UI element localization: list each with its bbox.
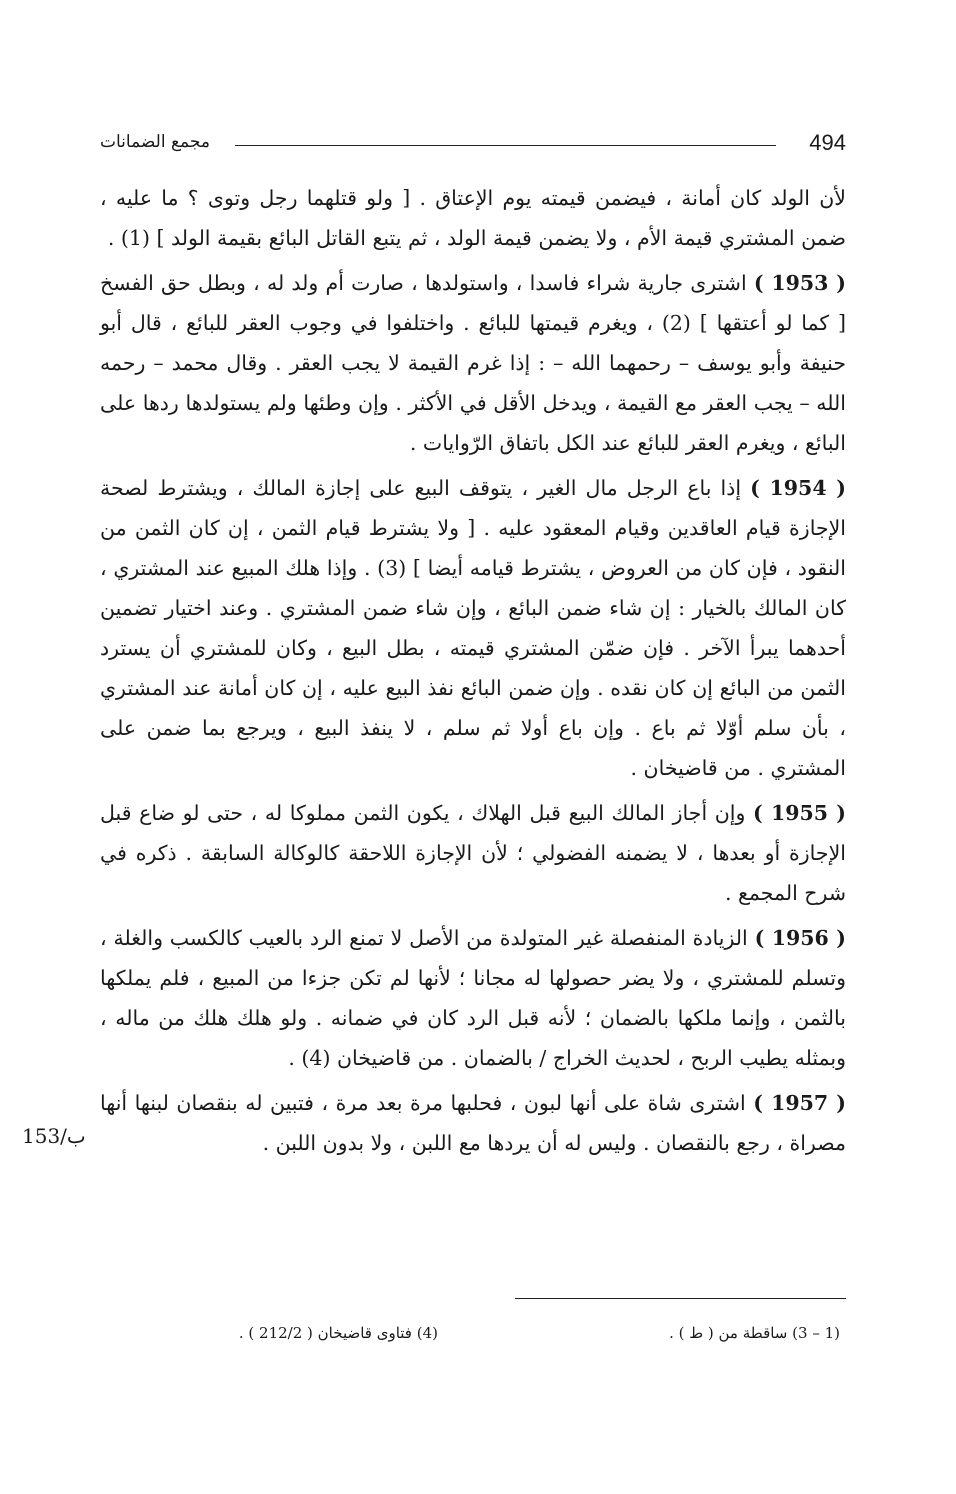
footnote: (1 – 3) ساقطة من ( ط ) .	[669, 1324, 840, 1342]
manuscript-folio-note: 153/ب	[22, 1124, 86, 1148]
paragraph-number: ( 1956 )	[754, 926, 846, 950]
paragraph-text: وإن أجاز المالك البيع قبل الهلاك ، يكون الثمن مملوكا له ، حتى لو ضاع قبل الإجازة أو بعدها ، لا يضمنه الفضولي ؛ لأن الإجازة اللاحقة كالوكالة السابقة . ذكره في شرح المجمع .	[100, 801, 846, 905]
paragraph-text: اشترى شاة على أنها لبون ، فحلبها مرة بعد مرة ، فتبين له بنقصان لبنها أنها مصراة ، رجع بالنقصان . وليس له أن يردها مع اللبن ، ولا بدون اللبن .	[100, 1091, 846, 1155]
paragraph-number: ( 1953 )	[753, 271, 846, 295]
footnote: (4) فتاوى قاضيخان ( 212/2 ) .	[238, 1324, 438, 1342]
paragraph	[100, 178, 846, 258]
footnote-rule	[515, 1298, 846, 1299]
paragraph-number: ( 1957 )	[753, 1091, 846, 1115]
running-title: مجمع الضمانات	[100, 132, 210, 152]
paragraph	[100, 793, 846, 913]
page-number: 494	[809, 130, 846, 155]
paragraph-number: ( 1954 )	[750, 476, 846, 500]
main-text	[100, 178, 846, 1168]
header-rule	[235, 145, 776, 146]
paragraph-text: اشترى جارية شراء فاسدا ، واستولدها ، صارت أم ولد له ، وبطل حق الفسخ [ كما لو أعتقها ] (2) ، ويغرم قيمتها للبائع . واختلفوا في وجوب العقر للبائع ، قال أبو حنيفة وأبو يوسف – رحمهما الله – : إذا غرم القيمة لا يجب العقر . وقال محمد – رحمه الله – يجب العقر مع القيمة ، ويدخل الأقل في الأكثر . وإن وطئها ولم يستولدها ردها على البائع ، ويغرم العقر للبائع عند الكل باتفاق الرّوايات .	[100, 271, 846, 455]
paragraph	[100, 918, 846, 1078]
paragraph-text: إذا باع الرجل مال الغير ، يتوقف البيع على إجازة المالك ، ويشترط لصحة الإجازة قيام العاقدين وقيام المعقود عليه . [ ولا يشترط قيام الثمن ، إن كان الثمن من النقود ، فإن كان من العروض ، يشترط قيامه أيضا ] (3) . وإذا هلك المبيع عند المشتري ، كان المالك بالخيار : إن شاء ضمن البائع ، وإن شاء ضمن المشتري . وعند اختيار تضمين أحدهما يبرأ الآخر . فإن ضمّن المشتري قيمته ، بطل البيع ، وكان للمشتري أن يسترد الثمن من البائع إن كان نقده . وإن ضمن البائع نفذ البيع عليه ، إن كان أمانة عند المشتري ، بأن سلم أوّلا ثم باع . وإن باع أولا ثم سلم ، لا ينفذ البيع ، ويرجع بما ضمن على المشتري . من قاضيخان .	[100, 476, 846, 780]
paragraph	[100, 1083, 846, 1163]
paragraph-text: الزيادة المنفصلة غير المتولدة من الأصل لا تمنع الرد بالعيب كالكسب والغلة ، وتسلم للمشتري ، ولا يضر حصولها له مجانا ؛ لأنها لم تكن جزءا من المبيع ، فلم يملكها بالثمن ، وإنما ملكها بالضمان ؛ لأنه قبل الرد كان في ضمانه . ولو هلك هلك من ماله ، وبمثله يطيب الربح ، لحديث الخراج / بالضمان . من قاضيخان (4) .	[100, 926, 846, 1070]
paragraph	[100, 263, 846, 463]
page-header	[100, 130, 846, 160]
paragraph-number: ( 1955 )	[753, 801, 846, 825]
paragraph-text: لأن الولد كان أمانة ، فيضمن قيمته يوم الإعتاق . [ ولو قتلهما رجل وتوى ؟ ما عليه ، ضمن المشتري قيمة الأم ، ولا يضمن قيمة الولد ، ثم يتبع القاتل البائع بقيمة الولد ] (1) .	[100, 186, 846, 250]
paragraph	[100, 468, 846, 788]
